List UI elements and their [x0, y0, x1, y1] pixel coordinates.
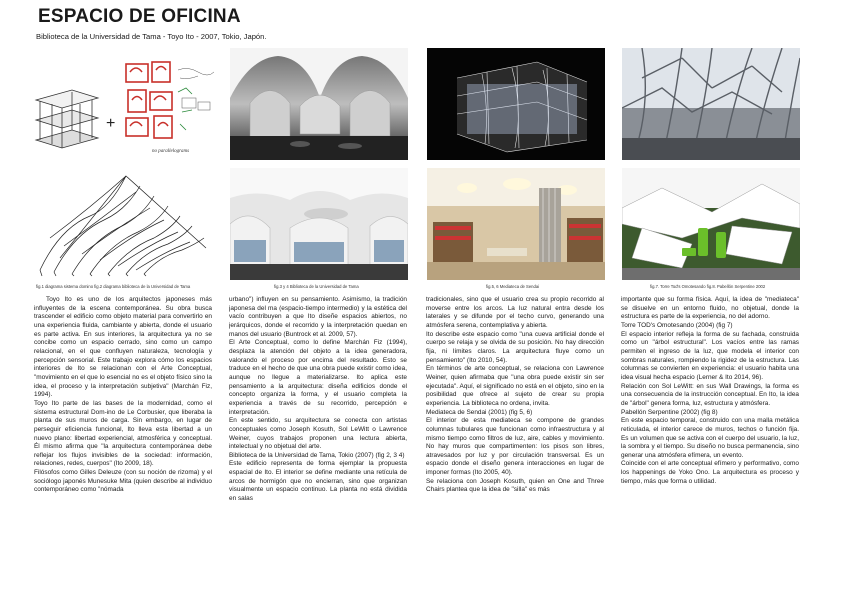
paragraph: Se relaciona con Joseph Kosuth, quien en One and Three Chairs plantea que la idea de "silla" es más: [426, 477, 604, 494]
section-heading: Pabellón Serpentine (2002) (fig 8): [621, 408, 718, 416]
paragraph: Coincide con el arte conceptual efímero y performativo, como los happenings de Yoko Ono. La arquitectura es proceso y tiempo, más que forma o utilidad.: [621, 460, 799, 485]
section-heading: Mediateca de Sendai (2001) (fig 5, 6): [426, 408, 533, 416]
caption-fig1-2: fig.1 diagrama sistema domino fig.2 diagrama biblioteca de la Universidad de Tama: [36, 284, 191, 289]
paragraph: Filósofos como Gilles Deleuze (con su noción de rizoma) y el sociólogo japonés Munesuke Mita (quien describe al individuo contemporáneo como "nómada: [34, 469, 212, 494]
paragraph: El espacio interior refleja la forma de su fachada, construida como un "árbol estructural". Los vacíos entre las ramas permiten el ingreso de la luz, que modela el interior con sombras naturales, rompiendo la rigidez de la estructura. Las columnas se convierten en experiencia: el usuario habita una idea visual hecha espacio (Lerner & Ito 2014, 96).: [621, 330, 799, 381]
paragraph: Toyo Ito es uno de los arquitectos japoneses más influyentes de la escena contemporánea. Su obra busca trascender el edificio como objeto material para convertirlo en una experiencia fluida, cambiante y abierta, donde el usuario es parte activa. En sus interiores, la arquitectura ya no se concibe como un espacio cerrado, sino como un campo relacional, en el que confluyen naturaleza, tecnología y percepción sensorial. Este trabajo explora cómo los espacios interiores de Ito se relacionan con el Arte Conceptual, "movimiento en el que lo esencial no es el objeto físico sino la idea, el proceso y la interpretación subjetiva" (Marchán Fiz, 1994).: [34, 296, 212, 399]
paragraph: Ito describe este espacio como "una cueva artificial donde el cuerpo se relaja y se olvida de su posición. No hay dirección fija, ni límites claros. La arquitectura fluye como un pensamiento" (Ito 2010, 54).: [426, 330, 604, 364]
fig7-tods-interior-photo: [622, 48, 800, 160]
caption-fig7-8: fig.7. Torre Tod's Omotesando fig.8. Pabellón Serpentine 2002: [650, 284, 766, 289]
fig6-sendai-interior-photo: [427, 168, 605, 280]
paragraph: El interior de esta mediateca se compone de grandes columnas tubulares que funcionan como infraestructura y al mismo tiempo como filtros de luz, aire, cables y movimiento. No hay muros que compartimenten: los pisos son libres, atravesados por luz y por circulación transversal. Es un espacio donde el diseño genera interacciones en lugar de imponer formas (Ito 2005, 40).: [426, 417, 604, 477]
paragraph: importante que su forma física. Aquí, la idea de "mediateca" se disuelve en un entorno fluido, no objetual, donde la estructura es parte de la experiencia, no del adorno.: [621, 296, 799, 321]
fig8-serpentine-photo: [622, 168, 800, 280]
plus-label: +: [106, 115, 116, 132]
paragraph: Toyo Ito parte de las bases de la modernidad, como el sistema estructural Dom-ino de Le Corbusier, que liberaba la planta de sus muros de carga. Sin embargo, en lugar de perseguir eficiencia funcional, Ito lleva esta libertad a un nuevo plano: libertad experiencial, atmosférica y conceptual. Él mismo afirma que "la arquitectura contemporánea debe reflejar los flujos invisibles de la sociedad: información, relaciones, redes, cuerpos" (Ito 2009, 18).: [34, 399, 212, 468]
section-heading: Biblioteca de la Universidad de Tama, Tokio (2007) (fig 2, 3 4): [229, 451, 405, 459]
page-title: ESPACIO DE OFICINA: [38, 6, 241, 27]
fig1-domino-sketch: [32, 52, 220, 160]
paragraph: El Arte Conceptual, como lo define Marchán Fiz (1994), desplaza la atención del objeto a la idea generadora, valorando el proceso por encima del resultado. Esto se traduce en el hecho de que una obra puede existir como idea, aunque no llegue a materializarse. Ito aplica este pensamiento a la arquitectura: diseña edificios donde el concepto organiza la forma, y el usuario completa la experiencia a través de su recorrido, percepción e interpretación.: [229, 339, 407, 416]
fig4-tama-arches-photo: [230, 168, 408, 280]
text-column-1: [34, 296, 212, 592]
paragraph: En este espacio temporal, construido con una malla metálica reticulada, el interior carece de muros, techos o función fija. Es un volumen que se activa con el cuerpo del usuario, la luz, la sombra y el tiempo. Su diseño no busca permanencia, sino generar una atmósfera efímera, un evento.: [621, 417, 799, 459]
paragraph: Relación con Sol LeWitt: en sus Wall Drawings, la forma es una consecuencia de la instrucción conceptual. En Ito, la idea de "árbol" genera forma, luz, estructura y atmósfera.: [621, 382, 799, 407]
sketch-handwriting: no parallelograms: [152, 149, 190, 154]
paragraph: En términos de arte conceptual, se relaciona con Lawrence Weiner, quien afirmaba que "una obra puede existir sin ser ejecutada". Aquí, el significado no está en el objeto, sino en la posibilidad que ofrece al sujeto de crear su propia experiencia. La biblioteca no ordena, invita.: [426, 365, 604, 407]
text-column-4: [621, 296, 799, 592]
caption-fig3-4: fig.3 y 4 Biblioteca de la Universidad de Tama: [274, 284, 359, 289]
section-heading: Torre TOD's Omotesando (2004) (fig 7): [621, 321, 733, 329]
page-subtitle: Biblioteca de la Universidad de Tama - Toyo Ito - 2007, Tokio, Japón.: [36, 32, 267, 41]
text-column-2: [229, 296, 407, 592]
caption-fig5-6: fig.5, 6 Mediateca de Sendai: [486, 284, 540, 289]
paragraph: En este sentido, su arquitectura se conecta con artistas conceptuales como Joseph Kosuth, Sol LeWitt o Lawrence Weiner, cuyos trabajos proponen una lectura abierta, intelectual y no objetual del arte.: [229, 417, 407, 451]
fig5-sendai-night-photo: [427, 48, 605, 160]
fig2-arch-grid-drawing: [30, 168, 220, 278]
paragraph: tradicionales, sino que el usuario crea su propio recorrido al moverse entre los arcos. La luz natural entra desde los laterales y se difunde por el techo curvo, generando una atmósfera serena, contemplativa y abierta.: [426, 296, 604, 329]
text-column-3: [426, 296, 604, 592]
fig3-tama-interior-photo: [230, 48, 408, 160]
paragraph: Este edificio representa de forma ejemplar la propuesta espacial de Ito. El interior se define mediante una retícula de arcos de hormigón que no encierran, sino que organizan visualmente un espacio continuo. La planta no está dividida en salas: [229, 460, 407, 503]
paragraph: urbano") influyen en su pensamiento. Asimismo, la tradición japonesa del ma (espacio-tiempo intermedio) y la estética del vacío contribuyen a que Ito diseñe espacios abiertos, no jerárquicos, donde el recorrido y la interpretación quedan en manos del usuario (Buntrock et al. 2009, 57).: [229, 296, 407, 338]
